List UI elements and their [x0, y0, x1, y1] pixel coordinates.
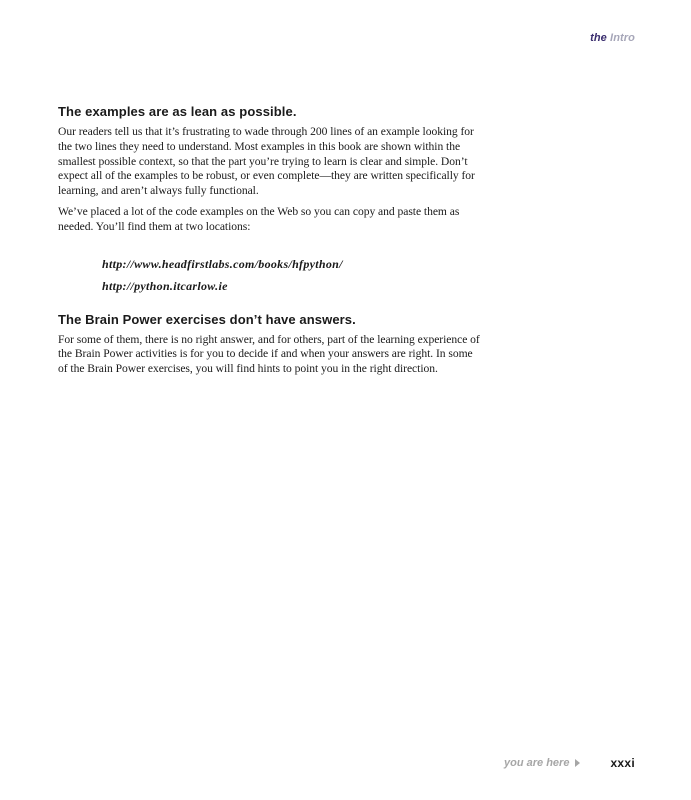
running-header [590, 32, 635, 44]
running-header-the: the [590, 32, 607, 44]
paragraph-brain-power: For some of them, there is no right answer, and for others, part of the learning experience of the Brain Power activities is for you to decide if and when your answers are right. In some of the Brain Power exercises, you will find hints to point you in the right direction. [58, 332, 480, 376]
url-headfirstlabs[interactable]: http://www.headfirstlabs.com/books/hfpython/ [102, 256, 343, 271]
url-itcarlow[interactable]: http://python.itcarlow.ie [102, 278, 228, 293]
right-triangle-icon [575, 759, 580, 767]
running-header-intro: Intro [610, 32, 635, 44]
paragraph-code-locations: We’ve placed a lot of the code examples on the Web so you can copy and paste them as needed. You’ll find them at two locations: [58, 204, 460, 233]
section-heading-examples: The examples are as lean as possible. [58, 104, 297, 119]
you-are-here-label: you are here [504, 757, 570, 769]
paragraph-examples-lean: Our readers tell us that it’s frustrating to wade through 200 lines of an example looking for the two lines they need to understand. Most examples in this book are shown within the smallest possible context, so that the part you’re trying to learn is clear and simple. Don’t expect all of the examples to be robust, or even complete—they are written specifically for learning, and aren’t always fully functional. [58, 125, 475, 198]
section-brain-power [58, 312, 483, 377]
page-content [58, 104, 483, 383]
section-heading-brain-power: The Brain Power exercises don’t have answers. [58, 311, 356, 327]
page-number: xxxi [610, 756, 635, 770]
page-footer [504, 756, 635, 770]
